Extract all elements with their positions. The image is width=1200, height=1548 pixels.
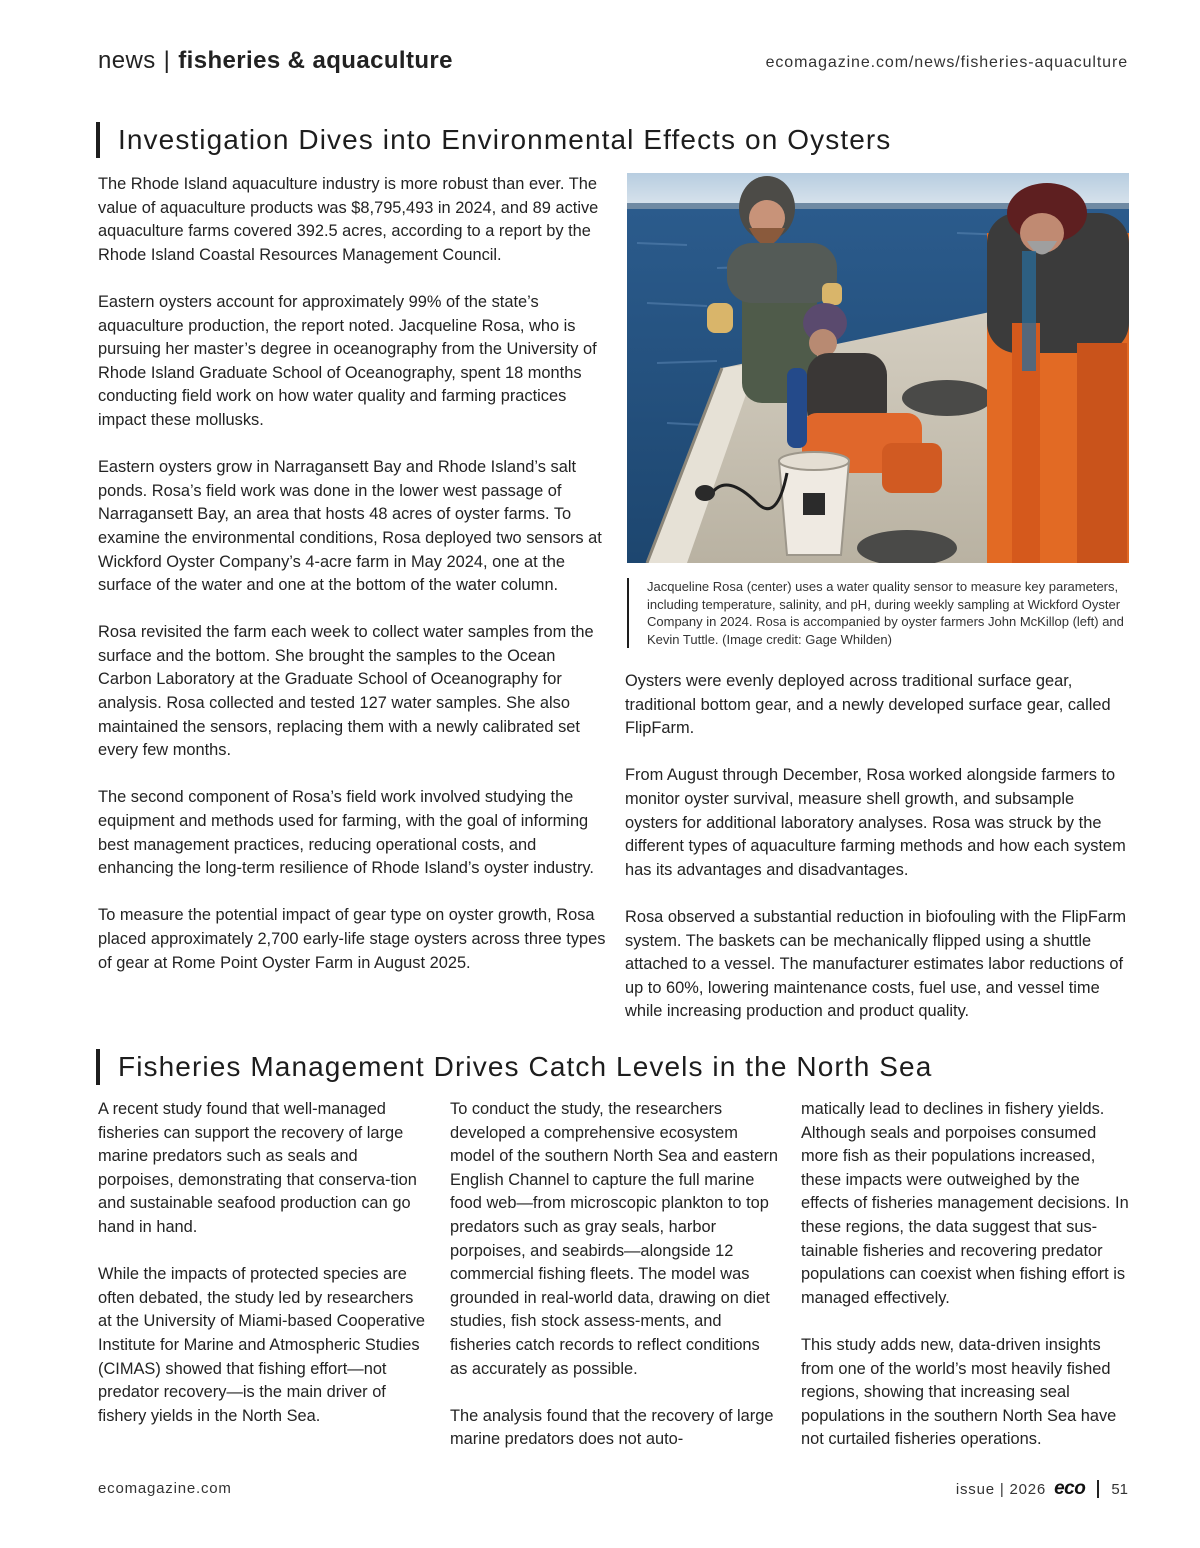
footer-issue-info <box>956 1478 1128 1500</box>
article2-column-1 <box>98 1098 428 1428</box>
footer-divider <box>1097 1480 1099 1498</box>
paragraph: matically lead to declines in fishery yields. Although seals and porpoises consumed more fish as their populations increased, these impacts were outweighed by the effects of fisheries management decisions. In these regions, the data suggest that sus-tainable fisheries and recovering predator populations can coexist when fishing effort is managed effectively. <box>801 1100 1129 1307</box>
article2-column-3 <box>801 1098 1131 1452</box>
paragraph: Eastern oysters account for approximately 99% of the state’s aquaculture production, the report noted. Jacqueline Rosa, who is pursuing her master’s degree in oceanography from the University of Rhode Island Graduate School of Oceanography, spent 18 months conducting field work on how water quality and farming practices impact these mollusks. <box>98 292 597 429</box>
paragraph: Oysters were evenly deployed across traditional surface gear, traditional bottom gear, and a newly developed surface gear, called FlipFarm. <box>625 672 1111 738</box>
section-header <box>98 47 453 75</box>
paragraph: Rosa observed a substantial reduction in biofouling with the FlipFarm system. The baskets can be mechanically flipped using a shuttle attached to a vessel. The manufacturer estimates labor reductions of up to 60%, lowering maintenance costs, fuel use, and vessel time while increasing production and product quality. <box>625 907 1127 1021</box>
issue-label: issue | 2026 <box>955 1480 1047 1498</box>
footer-site[interactable]: ecomagazine.com <box>98 1480 232 1497</box>
paragraph: The analysis found that the recovery of large marine predators does not auto- <box>450 1406 774 1449</box>
paragraph: A recent study found that well-managed fisheries can support the recovery of large marine predators such as seals and porpoises, demonstrating that conserva-tion and sustainable seafood production can go hand in hand. <box>98 1100 417 1236</box>
section-label: news <box>98 47 156 74</box>
paragraph: From August through December, Rosa worked alongside farmers to monitor oyster survival, measure shell growth, and subsample oysters for additional laboratory analyses. Rosa was struck by the different types of aquaculture farming methods and how each system has its advantages and disadvantages. <box>625 766 1126 879</box>
paragraph: The Rhode Island aquaculture industry is more robust than ever. The value of aquaculture products was $8,795,493 in 2024, and 89 active aquaculture farms covered 392.5 acres, according to a report by the Rhode Island Coastal Resources Management Council. <box>98 175 599 264</box>
category-label: fisheries & aquaculture <box>178 47 453 74</box>
oyster-sampling-photo <box>627 173 1129 563</box>
page-number: 51 <box>1111 1480 1128 1498</box>
paragraph: Rosa revisited the farm each week to collect water samples from the surface and the bottom. She brought the samples to the Ocean Carbon Laboratory at the Graduate School of Oceanography for analysis. Rosa collected and tested 127 water samples. She also maintained the sensors, replacing them with a newly calibrated set every few months. <box>98 623 594 760</box>
header-url[interactable]: ecomagazine.com/news/fisheries-aquaculture <box>765 54 1128 71</box>
section-separator: | <box>163 47 171 74</box>
article-title-north-sea: Fisheries Management Drives Catch Levels in the North Sea <box>96 1049 932 1085</box>
article1-right-column <box>625 670 1130 1024</box>
paragraph: To measure the potential impact of gear type on oyster growth, Rosa placed approximately 2,700 early-life stage oysters across three types of gear at Rome Point Oyster Farm in August 2025. <box>98 906 606 972</box>
paragraph: Eastern oysters grow in Narragansett Bay and Rhode Island’s salt ponds. Rosa’s field work was done in the lower west passage of Narragansett Bay, an area that hosts 48 acres of oyster farms. To examine the environmental conditions, Rosa deployed two sensors at Wickford Oyster Company’s 4-acre farm in May 2024, one at the surface of the water and one at the bottom of the water column. <box>98 458 602 595</box>
paragraph: The second component of Rosa’s field work involved studying the equipment and methods used for farming, with the goal of informing best management practices, reducing operational costs, and enhancing the long-term resilience of Rhode Island’s oyster industry. <box>98 788 594 878</box>
article-title-oysters: Investigation Dives into Environmental Effects on Oysters <box>96 122 891 158</box>
brand-logo: eco <box>1054 1478 1086 1499</box>
article1-left-column <box>98 173 606 975</box>
photo-caption: Jacqueline Rosa (center) uses a water quality sensor to measure key parameters, including temperature, salinity, and pH, during weekly sampling at Wickford Oyster Company in 2024. Rosa is accompanied by oyster farmers John McKillop (left) and Kevin Tuttle. (Image credit: Gage Whilden) <box>627 578 1127 648</box>
paragraph: While the impacts of protected species are often debated, the study led by researchers at the University of Miami-based Cooperative Institute for Marine and Atmospheric Studies (CIMAS) showed that fishing effort—not predator recovery—is the main driver of fishery yields in the North Sea. <box>98 1265 426 1425</box>
article2-column-2 <box>450 1098 780 1452</box>
photo-illustration <box>627 173 1129 563</box>
paragraph: This study adds new, data-driven insights from one of the world’s most heavily fished regions, showing that increasing seal populations in the southern North Sea have not curtailed fisheries operations. <box>801 1335 1117 1449</box>
paragraph: To conduct the study, the researchers developed a comprehensive ecosystem model of the southern North Sea and eastern English Channel to capture the full marine food web—from microscopic plankton to top predators such as gray seals, harbor porpoises, and seabirds—alongside 12 commercial fishing fleets. The model was grounded in real-world data, drawing on diet studies, fish stock assess-ments, and fisheries catch records to reflect conditions as accurately as possible. <box>450 1100 779 1378</box>
